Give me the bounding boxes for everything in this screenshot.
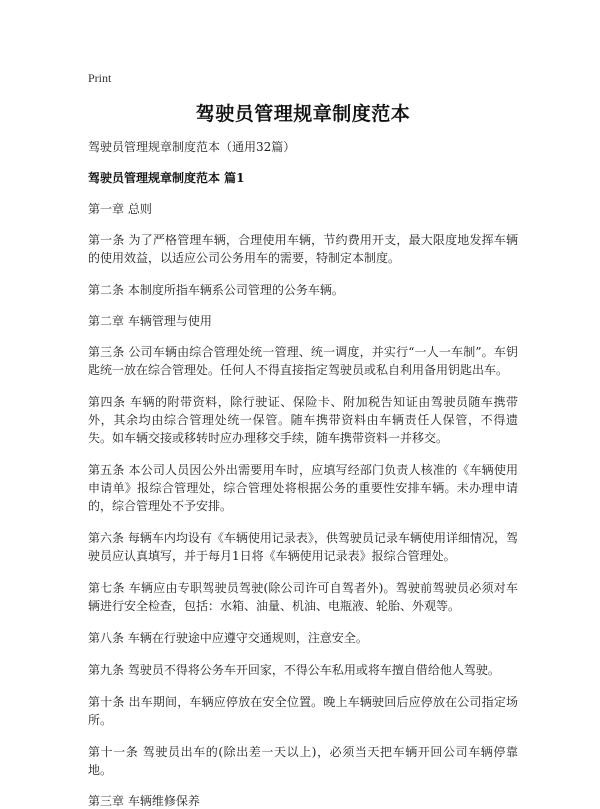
paragraph: 第六条 每辆车内均设有《车辆使用记录表》，供驾驶员记录车辆使用详细情况，驾驶员应认真填写，并于每月1日将《车辆使用记录表》报综合管理处。 <box>88 531 518 563</box>
paragraph: 第十条 出车期间，车辆应停放在安全位置。晚上车辆驶回后应停放在公司指定场所。 <box>88 695 518 727</box>
chapter-heading: 第一章 总则 <box>88 202 152 216</box>
paragraph: 第八条 车辆在行驶途中应遵守交通规则，注意安全。 <box>88 631 368 645</box>
print-link[interactable]: Print <box>88 71 112 85</box>
document-title: 驾驶员管理规章制度范本 <box>195 103 411 125</box>
paragraph: 第三条 公司车辆由综合管理处统一管理、统一调度，并实行“一人一车制”。车钥匙统一放在综合管理处。任何人不得直接指定驾驶员或私自利用备用钥匙出车。 <box>88 345 518 377</box>
paragraph: 第四条 车辆的附带资料，除行驶证、保险卡、附加税告知证由驾驶员随车携带外，其余均由综合管理处统一保管。随车携带资料由车辆责任人保管，不得遗失。如车辆交接或移转时应办理移交手续，随车携带资料一并移交。 <box>88 395 518 445</box>
document-subtitle: 驾驶员管理规章制度范本（通用32篇） <box>88 140 296 154</box>
paragraph: 第十一条 驾驶员出车的(除出差一天以上)，必须当天把车辆开回公司车辆停靠地。 <box>88 745 518 777</box>
paragraph: 第九条 驾驶员不得将公务车开回家，不得公车私用或将车擅自借给他人驾驶。 <box>88 663 500 677</box>
paragraph: 第一条 为了严格管理车辆，合理使用车辆，节约费用开支，最大限度地发挥车辆的使用效益，以适应公司公务用车的需要，特制定本制度。 <box>88 233 518 265</box>
paragraph: 第五条 本公司人员因公外出需要用车时，应填写经部门负责人核准的《车辆使用申请单》报综合管理处，综合管理处将根据公务的重要性安排车辆。未办理申请的，综合管理处不予安排。 <box>88 463 518 513</box>
paragraph: 第七条 车辆应由专职驾驶员驾驶(除公司许可自驾者外)。驾驶前驾驶员必须对车辆进行安全检查，包括：水箱、油量、机油、电瓶液、轮胎、外观等。 <box>88 581 518 613</box>
chapter-heading: 第二章 车辆管理与使用 <box>88 314 212 328</box>
chapter-heading: 第三章 车辆维修保养 <box>88 794 200 808</box>
paragraph: 第二条 本制度所指车辆系公司管理的公务车辆。 <box>88 283 344 297</box>
section-heading: 驾驶员管理规章制度范本 篇1 <box>88 171 245 185</box>
